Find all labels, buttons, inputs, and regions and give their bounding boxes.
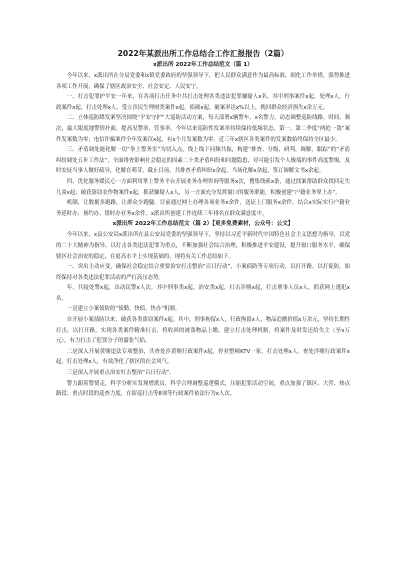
paragraph: 三、矛盾调处能化解一切“拳上警务室”为切入点，线上线下同频共振，构建“排查、分级、研判、调解、跟踪”的“矛盾纠纷调处五步工作法”，全面排查影响社会稳定的因素二十类矛盾纠纷和问题隐患，对可能引发个人极端的事件高度警惕，及时安抚当事人做好疏导，化解在萌芽，截止目前，共排查矛盾纠纷x余起，当场化解x余起，签订调解文书x余起。 [56, 147, 350, 175]
paragraph: 一、突出主动应变，确保社会稳定结合重要治安打击整治“百日行动”，小案侦防等专项行动，以打开路，以打促防，始终保持对各类违法犯罪活动的严打高压态势。 [56, 264, 350, 281]
document-title: 2022年某派出所工作总结合工作汇报报告（2篇） [117, 49, 289, 58]
section-title-2: x派出所 2022年工作总结范文（篇 2）【更多免费素材，公众号：公文】 [112, 221, 294, 228]
paragraph: 三是深入开展重点治安打击整治“百日行动”。 [66, 370, 175, 377]
section-title-1: x派出所 2022年工作总结范文（篇 1） [153, 62, 253, 68]
paragraph: 一是建立小案侦防的“侦勤、快侦、快办”机制。 [66, 306, 181, 313]
paragraph: 警力跟着警情走，科学分析实发现增派员，科学合理调整巡逻模式，压缩犯罪活动空间，重点加强了镇区、大营、热点路段、重点时段的巡查力度，在街巡打击等8项等行政案件依法行为x人次。 [56, 380, 350, 398]
paragraph: 一、打击犯罪护平安一年来，在各项打击任务中共打击处理各类违法犯罪嫌疑人x名，其中刑事案件x起，处理x人，行政案件x起，打击处理x人，受立涉民生理财类案件x起，侦破x起，破案率达x%以上，挽回群众经济损失x余万元。 [56, 94, 350, 111]
paragraph: 机制，让数据多跑路，让群众少跑腿。目前通过网上办理各项业务x余件，送证上门服务x余件，结合x实际实行户籍业务延时办、预约办、错时办业务x余件。x派出所创建工作连续三年排名在群众满意度中。 [56, 200, 350, 217]
paragraph: 二是深入开展黄赌违法专项整治，共查处涉黄赌行政案件x起，停业整顿KTV一家，打击处理x人。查处涉赌行政案件x起，打击处理x人，有效净化了辖区的社会风气。 [56, 348, 350, 366]
paragraph: 今年以来，x县公安局x派出所在县公安局党委的坚强领导下，坚持以习近平新时代中国特色社会主义思想为指导，以党的二十大精神为指导，以打击各类违法犯罪为重点，不断加强社会综合治理，积极推进平安建设，提升窗口服务水平，确保辖区社会治安的稳定，在更高水平上实现基础的。现将有关工作总结如下。 [56, 232, 350, 260]
paragraph: 四、优化服务暖民心一方面利用掌上警务平台开展业务办理咨询等服务x次，搜集线索x条，通过找案帮助群众找回走失儿童x起；破获盗窃农作物案件x起，抓获嫌疑人x人，另一方面充分发挥窗口的服务职能，积极创建“户籍业务掌上办”。 [56, 178, 350, 196]
paragraph: 今年以来，x派出所在分局党委和x镇党委政府的坚强领导下，把人民群众满意作为最高标准，细化工作举措，强势推进各项工作开展，确保了辖区政治安全、社会安定、人民安宁。 [56, 73, 350, 90]
paragraph: 年，共接处警x起，出动民警x人次。其中刑事类x起，治安类x起，打击涉赌x起，打击刑事人员x人，抓获网上逃犯x名。 [56, 285, 350, 302]
paragraph: 二、立体巡防降发案坚决围绕“平安守护”大巡防活动方案，每天部署x辆警车、x名警力，动态调整巡防线路、时间、频次，最大限度地警情扑面，提高见警率、管事率。今年以来巡防性发案率持续保持低频状态，第一、第二季度“两抢一盗”案件发案数为零；电信诈骗案件全年发案仅x起，有x个月发案数为零，近三年x辖区各类案件的发案数始终保持全区最少。 [56, 115, 350, 143]
paragraph: 自开展小案侦防以来，破获各类盗窃案件x起。其中，刑事拘留x人，行政拘留x人，物品追缴价值x万余元，坚持长期性打击，以打开路，实现各类案件精准打击，将收回的被盗物品上缴，建立打击处理机制，将案件及时发还给失主（至x万元），有力打击了犯罪分子的嚣张气焰。 [56, 317, 350, 345]
